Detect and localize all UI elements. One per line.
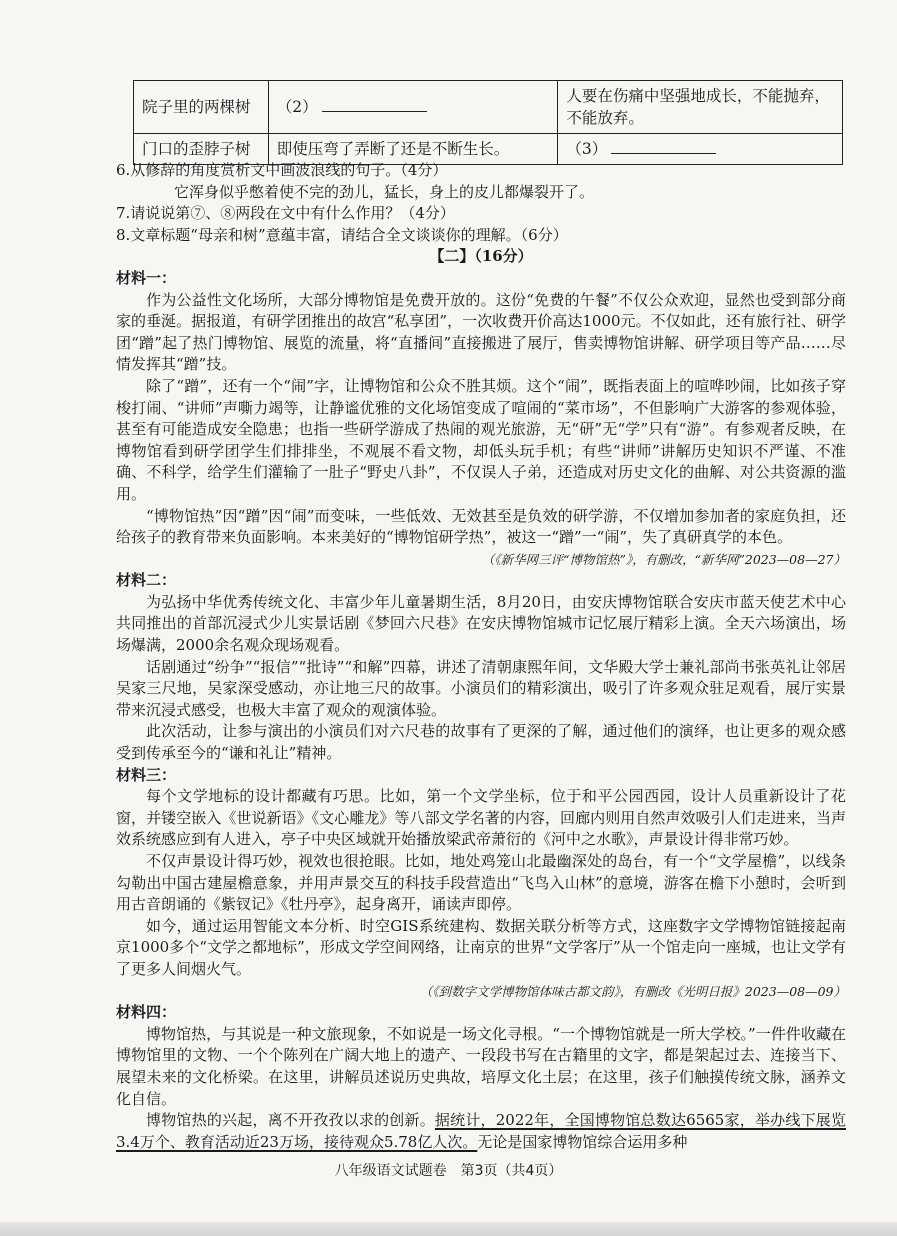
material-2-title: 材料二： — [116, 571, 177, 590]
material-3-title: 材料三： — [116, 765, 177, 784]
material-3-paragraph: 如今，通过运用智能文本分析、时空GIS系统建构、数据关联分析等方式，这座数字文学博物馆链接起南京1000多个“文学之都地标”，形成文学空间网络，让南京的世界“文学客厅”从一个馆走向一座城，也让文学有了更多人间烟火气。 — [116, 916, 846, 978]
material-4-title: 材料四： — [116, 1003, 177, 1022]
answer-blank[interactable] — [611, 139, 716, 154]
table-cell: 即使压弯了弄断了还是不断生长。 — [268, 134, 558, 165]
answer-table — [133, 80, 843, 165]
blank-label: （3） — [566, 140, 608, 158]
table-cell: 人要在伤痛中坚强地成长，不能抛弃，不能放弃。 — [558, 81, 843, 134]
material-4-paragraph: 博物馆热，与其说是一种文旅现象，不如说是一场文化寻根。“一个博物馆就是一所大学校。”一件件收藏在博物馆里的文物、一个个陈列在广阔大地上的遗产、一段段书写在古籍里的文字，都是架起过去、连接当下、展望未来的文化桥梁。在这里，讲解员述说历史典故，培厚文化土层；在这里，孩子们触摸传统文脉，涵养文化自信。 — [116, 1024, 846, 1108]
scan-edge — [0, 1222, 897, 1236]
material-1-title: 材料一： — [116, 268, 177, 287]
answer-blank[interactable] — [322, 97, 427, 112]
material-3-paragraph: 每个文学地标的设计都藏有巧思。比如，第一个文学坐标，位于和平公园西园，设计人员重新设计了花窗，并镂空嵌入《世说新语》《文心雕龙》等八部文学名著的内容，回廊内则用自然声效吸引人们走进来，当声效系统感应到有人进入，亭子中央区域就开始播放梁武帝萧衍的《河中之水歌》，声景设计得非常巧妙。 — [116, 787, 846, 849]
question-6-quote: 它浑身似乎憋着使不完的劲儿，猛长，身上的皮儿都爆裂开了。 — [174, 182, 595, 201]
blank-label: （2） — [276, 98, 318, 116]
table-cell-blank — [268, 81, 558, 134]
paragraph-text: 博物馆热的兴起，离不开孜孜以求的创新。 — [146, 1111, 435, 1130]
question-8: 8.文章标题“母亲和树”意蕴丰富，请结合全文谈谈你的理解。（6分） — [116, 225, 568, 244]
material-2-paragraph: 话剧通过“纷争”“报信”“批诗”“和解”四幕，讲述了清朝康熙年间，文华殿大学士兼礼部尚书张英礼让邻居吴家三尺地，吴家深受感动，亦让地三尺的故事。小演员们的精彩演出，吸引了许多观众驻足观看，展厅实景带来沉浸式感受，也极大丰富了观众的观演体验。 — [116, 657, 846, 719]
material-4-paragraph — [116, 1110, 846, 1153]
underlined-sentence: 据统计，2022年，全国博物馆总数达6565家，举办线下展览3.4万个、教育活动近23万场，接待观众5.78亿人次。 — [116, 1111, 846, 1151]
page-footer: 八年级语文试题卷 第3页（共4页） — [334, 1163, 563, 1179]
material-3-source: （《到数字文学博物馆体味古都文韵》，有删改《光明日报》2023—08—09） — [419, 983, 846, 999]
question-7: 7.请说说第⑦、⑧两段在文中有什么作用？（4分） — [116, 204, 455, 223]
material-1-paragraph: 除了“蹭”，还有一个“闹”字，让博物馆和公众不胜其烦。这个“闹”，既指表面上的喧哗吵闹，比如孩子穿梭打闹、“讲师”声嘶力竭等，让静谧优雅的文化场馆变成了喧闹的“菜市场”，不但影响广大游客的参观体验，甚至有可能造成安全隐患；也指一些研学游成了热闹的观光旅游，无“研”无“学”只有“游”。有参观者反映，在博物馆看到研学团学生们排排坐，不观展不看文物，却低头玩手机；有些“讲师”讲解历史知识不严谨、不准确、不科学，给学生们灌输了一肚子“野史八卦”，不仅误人子弟，还造成对历史文化的曲解、对公共资源的滥用。 — [116, 376, 846, 503]
table-cell: 院子里的两棵树 — [134, 81, 269, 134]
material-1-paragraph: 作为公益性文化场所，大部分博物馆是免费开放的。这份“免费的午餐”不仅公众欢迎，显然也受到部分商家的垂涎。据报道，有研学团推出的故宫“私享团”，一次收费开价高达1000元。不仅如此，还有旅行社、研学团“蹭”起了热门博物馆、展览的流量，将“直播间”直接搬进了展厅，售卖博物馆讲解、研学项目等产品……尽情发挥其“蹭”技。 — [116, 290, 846, 374]
material-1-paragraph: “博物馆热”因“蹭”因“闹”而变味，一些低效、无效甚至是负效的研学游，不仅增加参加者的家庭负担，还给孩子的教育带来负面影响。本来美好的“博物馆研学热”，被这一“蹭”一“闹”，失了真研真学的本色。 — [116, 506, 846, 547]
material-2-paragraph: 此次活动，让参与演出的小演员们对六尺巷的故事有了更深的了解，通过他们的演绎，也让更多的观众感受到传承至今的“谦和礼让”精神。 — [116, 722, 846, 763]
material-1-source: （《新华网三评“博物馆热”》，有删改，“新华网”2023—08—27） — [481, 551, 846, 567]
material-2-paragraph: 为弘扬中华优秀传统文化、丰富少年儿童暑期生活，8月20日，由安庆博物馆联合安庆市蓝天使艺术中心共同推出的首部沉浸式少儿实景话剧《梦回六尺巷》在安庆博物馆城市记忆展厅精彩上演。全天六场演出，场场爆满，2000余名观众现场观看。 — [116, 592, 846, 655]
section-title: 【二】（16分） — [429, 247, 533, 266]
paragraph-text: 无论是国家博物馆综合运用多种 — [477, 1132, 688, 1151]
exam-content — [116, 160, 846, 1153]
table-row — [134, 81, 843, 134]
table-cell: 门口的歪脖子树 — [134, 134, 269, 165]
material-3-paragraph: 不仅声景设计得巧妙，视效也很抢眼。比如，地处鸡笼山北最幽深处的岛台，有一个“文学屋檐”，以线条勾勒出中国古建屋檐意象，并用声景交互的科技手段营造出“飞鸟入山林”的意境，游客在檐下小憩时，会听到用古音朗诵的《紫钗记》《牡丹亭》，起身离开，诵读声即停。 — [116, 852, 846, 914]
question-6: 6.从修辞的角度赏析文中画波浪线的句子。（4分） — [116, 161, 448, 179]
